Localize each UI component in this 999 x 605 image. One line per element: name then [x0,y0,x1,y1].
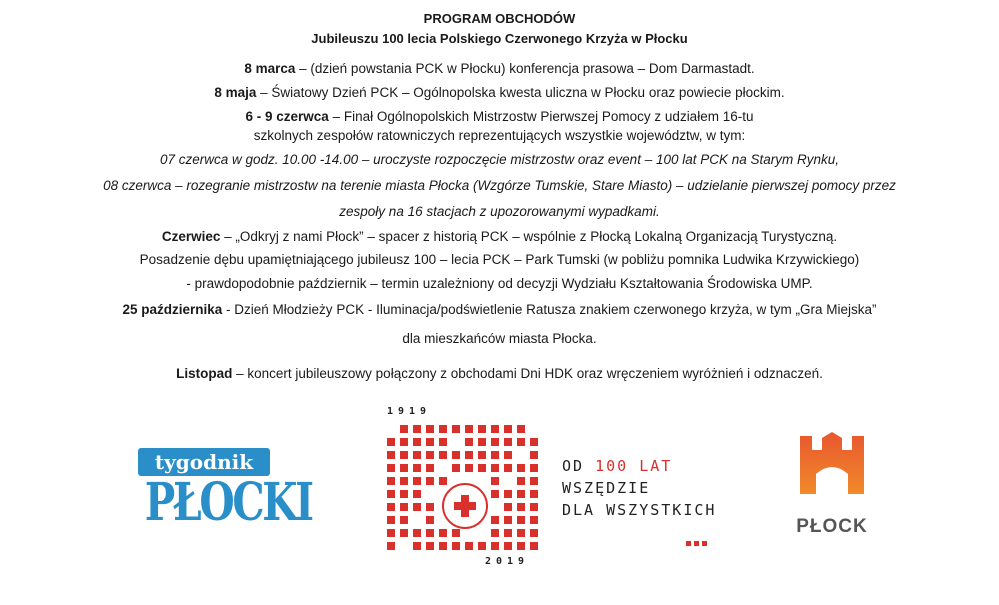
pck-jubilee-logo [385,406,543,568]
grid-square [517,425,525,433]
plock-city-logo [790,430,874,540]
grid-square [491,451,499,459]
tygodnik-word: tygodnik [154,450,254,474]
grid-square [387,477,395,485]
grid-square [413,438,421,446]
grid-square [517,477,525,485]
cross-horizontal [454,502,476,510]
red-cross-emblem [442,483,488,529]
program-item-june-8: 08 czerwca – rozegranie mistrzostw na terenie miasta Płocka (Wzgórze Tumskie, Stare Miasto) – udzielanie pierwszej pomocy przez [103,178,896,193]
item-text: – Finał Ogólnopolskich Mistrzostw Pierwszej Pomocy z udziałem 16-tu [328,109,754,124]
grid-square [530,516,538,524]
grid-square [491,542,499,550]
grid-square [452,542,460,550]
program-item-june-walk [0,229,999,244]
grid-square [530,503,538,511]
grid-square [465,425,473,433]
grid-square [504,451,512,459]
date-label: Listopad [176,366,233,381]
grid-square [452,464,460,472]
grid-square [517,490,525,498]
program-item-november [0,366,999,381]
plock-label: PŁOCK [796,516,868,537]
grid-square [413,425,421,433]
grid-square [530,464,538,472]
grid-square [426,542,434,550]
tygodnik-plocki-logo [128,448,312,533]
grid-square [452,451,460,459]
grid-square [517,516,525,524]
date-label: 6 - 9 czerwca [245,109,329,124]
grid-square [517,464,525,472]
program-item-march [0,61,999,76]
grid-square [387,464,395,472]
grid-square [387,542,395,550]
program-item-june-7: 07 czerwca w godz. 10.00 -14.00 – uroczyste rozpoczęcie mistrzostw oraz event – 100 lat PCK na Starym Rynku, [159,152,840,167]
grid-square [530,529,538,537]
program-item-oak-cont: - prawdopodobnie październik – termin uzależniony od decyzji Wydziału Kształtowania Środowiska UMP. [186,276,813,291]
grid-square [426,529,434,537]
castle-icon [790,430,874,510]
year-end: 2019 [485,556,530,567]
program-item-october [0,302,999,317]
grid-square [452,529,460,537]
program-item-june-final [0,109,999,124]
item-text: – (dzień powstania PCK w Płocku) konferencja prasowa – Dom Darmastadt. [295,61,755,76]
grid-square [530,451,538,459]
grid-square [530,477,538,485]
grid-square [413,503,421,511]
grid-square [478,542,486,550]
grid-square [400,438,408,446]
grid-square [426,503,434,511]
date-label: 25 października [122,302,223,317]
grid-square [413,490,421,498]
grid-square [491,490,499,498]
grid-square [465,451,473,459]
slogan-highlight: 100 LAT [595,457,673,475]
slogan-dots [686,533,710,551]
grid-square [491,529,499,537]
grid-square [504,464,512,472]
grid-square [465,542,473,550]
slogan-line-3: DLA WSZYSTKICH [562,501,717,519]
grid-square [439,438,447,446]
grid-square [439,529,447,537]
pck-slogan [562,455,716,521]
grid-square [387,516,395,524]
grid-square [426,477,434,485]
plocki-word: PŁOCKI [144,472,312,533]
date-label: Czerwiec [161,229,221,244]
grid-square [387,490,395,498]
grid-square [439,451,447,459]
date-label: 8 marca [244,61,296,76]
grid-square [452,425,460,433]
grid-square [491,464,499,472]
grid-square [491,477,499,485]
grid-square [517,438,525,446]
grid-square [478,425,486,433]
item-text: - Dzień Młodzieży PCK - Iluminacja/podświetlenie Ratusza znakiem czerwonego krzyża, w tym „Gra Miejska” [222,302,877,317]
grid-square [491,425,499,433]
grid-square [478,451,486,459]
program-item-june-8-cont: zespoły na 16 stacjach z upozorowanymi wypadkami. [339,204,660,219]
grid-square [491,516,499,524]
grid-square [400,529,408,537]
grid-square [387,438,395,446]
grid-square [504,490,512,498]
grid-square [504,425,512,433]
grid-square [413,451,421,459]
grid-square [530,490,538,498]
grid-square [387,503,395,511]
grid-square [530,542,538,550]
grid-square [400,425,408,433]
grid-square [426,464,434,472]
grid-square [400,451,408,459]
grid-square [439,477,447,485]
document-subtitle: Jubileuszu 100 lecia Polskiego Czerwonego Krzyża w Płocku [311,31,688,46]
grid-square [387,529,395,537]
grid-square [426,438,434,446]
document-title: PROGRAM OBCHODÓW [423,11,576,26]
item-text: – „Odkryj z nami Płock” – spacer z historią PCK – wspólnie z Płocką Lokalną Organizacją Turystyczną. [220,229,838,244]
grid-square [504,438,512,446]
grid-square [439,425,447,433]
grid-square [413,542,421,550]
grid-square [491,438,499,446]
grid-square [387,451,395,459]
slogan-line-2: WSZĘDZIE [562,479,651,497]
grid-square [400,477,408,485]
program-item-oak: Posadzenie dębu upamiętniającego jubileusz 100 – lecia PCK – Park Tumski (w pobliżu pomnika Ludwika Krzywickiego) [139,252,860,267]
year-start: 1919 [387,406,432,417]
grid-square [439,542,447,550]
date-label: 8 maja [214,85,257,100]
grid-square [504,529,512,537]
grid-square [413,477,421,485]
grid-square [517,529,525,537]
grid-square [530,438,538,446]
grid-square [400,503,408,511]
grid-square [517,503,525,511]
grid-square [400,490,408,498]
grid-square [478,464,486,472]
grid-square [413,529,421,537]
grid-square [400,516,408,524]
grid-square [504,503,512,511]
grid-square [504,542,512,550]
grid-square [517,542,525,550]
item-text: – Światowy Dzień PCK – Ogólnopolska kwesta uliczna w Płocku oraz powiecie płockim. [256,85,785,100]
grid-square [478,438,486,446]
program-item-may [0,85,999,100]
grid-square [400,464,408,472]
slogan-line-1: OD 100 LAT [562,457,673,475]
item-text: – koncert jubileuszowy połączony z obchodami Dni HDK oraz wręczeniem wyróżnień i odznaczeń. [232,366,823,381]
grid-square [426,451,434,459]
program-item-october-cont: dla mieszkańców miasta Płocka. [402,331,597,346]
grid-square [426,425,434,433]
grid-square [426,516,434,524]
program-item-june-final-cont: szkolnych zespołów ratowniczych reprezentujących wszystkie województw, w tym: [253,128,746,143]
grid-square [465,464,473,472]
grid-square [504,516,512,524]
grid-square [413,464,421,472]
grid-square [465,438,473,446]
